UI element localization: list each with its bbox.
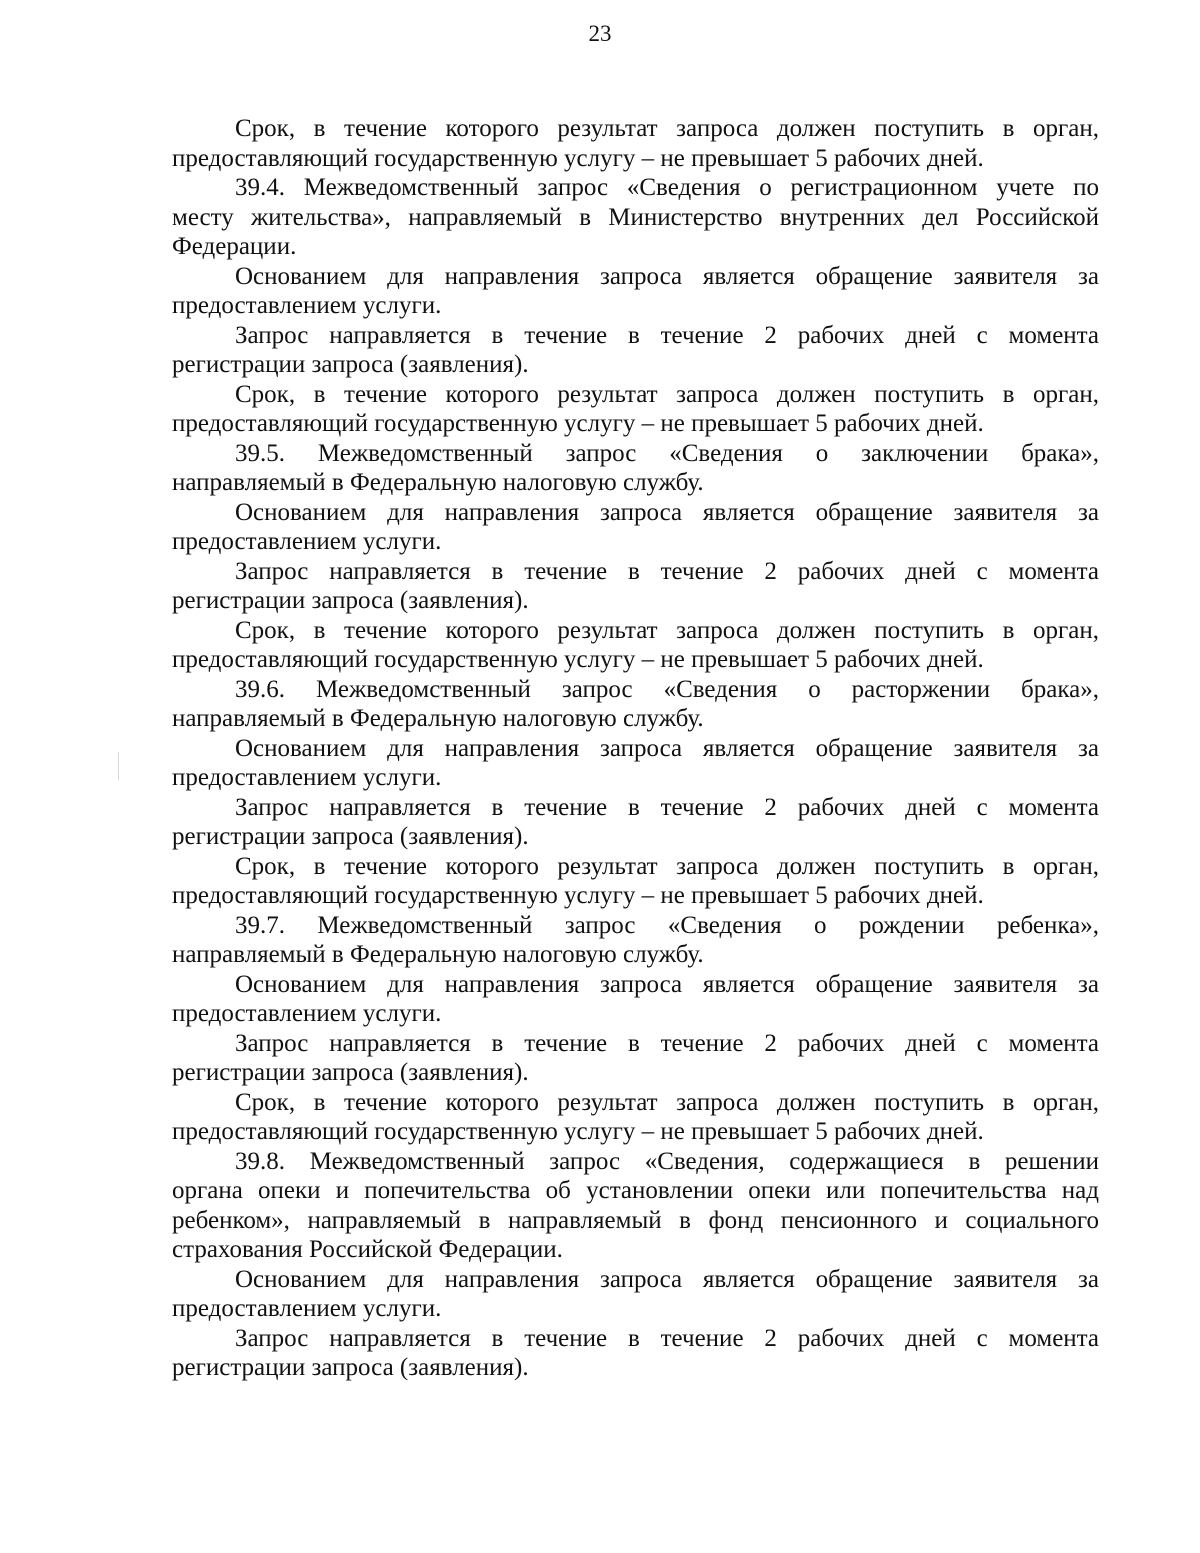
paragraph <box>172 1029 1099 1088</box>
text-line: 39.8. Межведомственный запрос «Сведения, содержащиеся в решении <box>235 1147 1099 1175</box>
paragraph <box>172 793 1099 852</box>
text-line: предоставляющий государственную услугу – не превышает 5 рабочих дней. <box>172 882 984 909</box>
text-line: ребенком», направляемый в направляемый в фонд пенсионного и социального <box>172 1206 1099 1234</box>
document-body <box>172 114 1099 1383</box>
text-line: 39.4. Межведомственный запрос «Сведения о регистрационном учете по <box>235 174 1099 201</box>
paragraph <box>172 380 1099 439</box>
text-line: направляемый в Федеральную налоговую службу. <box>172 469 704 496</box>
paragraph <box>172 262 1099 321</box>
text-line: Срок, в течение которого результат запроса должен поступить в орган, <box>235 852 1099 880</box>
text-line: 39.5. Межведомственный запрос «Сведения о заключении брака», <box>235 439 1099 467</box>
text-line: предоставляющий государственную услугу – не превышает 5 рабочих дней. <box>172 1118 984 1145</box>
text-line: 39.7. Межведомственный запрос «Сведения о рождении ребенка», <box>235 911 1099 939</box>
text-line: направляемый в Федеральную налоговую службу. <box>172 941 704 968</box>
text-line: предоставляющий государственную услугу – не превышает 5 рабочих дней. <box>172 646 984 673</box>
text-line: Срок, в течение которого результат запроса должен поступить в орган, <box>235 616 1099 644</box>
text-line: предоставляющий государственную услугу – не превышает 5 рабочих дней. <box>172 144 984 172</box>
paragraph <box>172 114 1099 173</box>
text-line: Срок, в течение которого результат запроса должен поступить в орган, <box>235 380 1099 408</box>
paragraph <box>172 970 1099 1029</box>
text-line: 39.6. Межведомственный запрос «Сведения о расторжении брака», <box>235 675 1099 703</box>
text-line: предоставляющий государственную услугу – не превышает 5 рабочих дней. <box>172 410 984 437</box>
text-line: Запрос направляется в течение в течение 2 рабочих дней с момента <box>235 557 1099 585</box>
text-line: предоставлением услуги. <box>172 528 442 555</box>
text-line: Основанием для направления запроса является обращение заявителя за <box>235 734 1099 762</box>
text-line: Основанием для направления запроса является обращение заявителя за <box>235 1265 1099 1293</box>
text-line: страхования Российской Федерации. <box>172 1236 563 1263</box>
page-number: 23 <box>588 21 612 46</box>
text-line: Срок, в течение которого результат запроса должен поступить в орган, <box>235 115 1099 142</box>
text-line: органа опеки и попечительства об установлении опеки или попечительства над <box>172 1177 1099 1204</box>
paragraph <box>172 557 1099 616</box>
text-line: направляемый в Федеральную налоговую службу. <box>172 705 704 732</box>
text-line: регистрации запроса (заявления). <box>172 1354 529 1381</box>
text-line: Срок, в течение которого результат запроса должен поступить в орган, <box>235 1088 1099 1116</box>
paragraph <box>172 1088 1099 1147</box>
text-line: Запрос направляется в течение в течение 2 рабочих дней с момента <box>235 1324 1099 1352</box>
text-line: предоставлением услуги. <box>172 1295 442 1322</box>
text-line: регистрации запроса (заявления). <box>172 587 529 614</box>
paragraph <box>172 734 1099 793</box>
paragraph <box>172 1324 1099 1383</box>
text-line: регистрации запроса (заявления). <box>172 1059 529 1086</box>
paragraph <box>172 173 1099 262</box>
paragraph <box>172 1265 1099 1324</box>
paragraph <box>172 675 1099 734</box>
paragraph <box>172 616 1099 675</box>
text-line: регистрации запроса (заявления). <box>172 823 529 850</box>
text-line: Основанием для направления запроса является обращение заявителя за <box>235 262 1099 290</box>
paragraph <box>172 1147 1099 1265</box>
text-line: Запрос направляется в течение в течение 2 рабочих дней с момента <box>235 793 1099 821</box>
text-line: предоставлением услуги. <box>172 1000 442 1027</box>
text-line: регистрации запроса (заявления). <box>172 351 529 378</box>
text-line: Основанием для направления запроса является обращение заявителя за <box>235 970 1099 998</box>
text-line: Основанием для направления запроса является обращение заявителя за <box>235 498 1099 526</box>
paragraph <box>172 852 1099 911</box>
paragraph <box>172 911 1099 970</box>
text-line: Запрос направляется в течение в течение 2 рабочих дней с момента <box>235 1029 1099 1057</box>
scan-artifact <box>118 752 119 780</box>
text-line: Федерации. <box>172 233 297 260</box>
paragraph <box>172 498 1099 557</box>
text-line: предоставлением услуги. <box>172 764 442 791</box>
text-line: Запрос направляется в течение в течение 2 рабочих дней с момента <box>235 321 1099 349</box>
paragraph <box>172 439 1099 498</box>
text-line: месту жительства», направляемый в Министерство внутренних дел Российской <box>172 203 1099 231</box>
text-line: предоставлением услуги. <box>172 292 442 319</box>
paragraph <box>172 321 1099 380</box>
